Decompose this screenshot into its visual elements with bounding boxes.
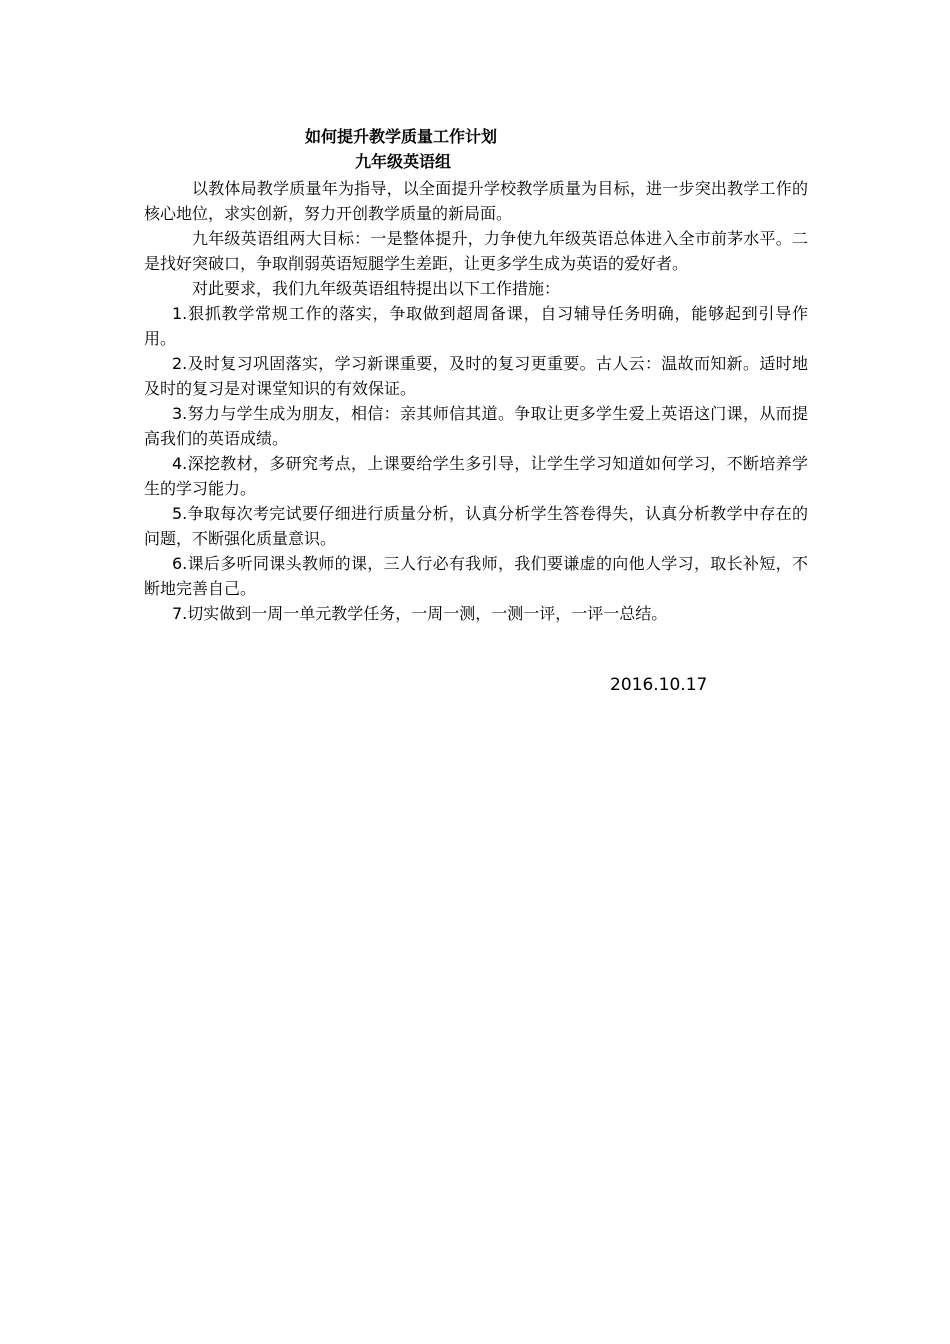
document-date: 2016.10.17 [610, 675, 708, 695]
measure-text: 深挖教材，多研究考点，上课要给学生多引导，让学生学习知道如何学习，不断培养学生的学习能力。 [144, 454, 808, 498]
measure-number: 4. [172, 454, 188, 473]
document-title: 如何提升教学质量工作计划 [305, 127, 498, 146]
measure-item [144, 501, 808, 551]
measure-text: 争取每次考完试要仔细进行质量分析，认真分析学生答卷得失，认真分析教学中存在的问题，不断强化质量意识。 [144, 504, 808, 548]
paragraph-guidance: 以教体局教学质量年为指导，以全面提升学校教学质量为目标，进一步突出教学工作的核心地位，求实创新，努力开创教学质量的新局面。 [144, 179, 808, 223]
measure-number: 2. [172, 354, 188, 373]
measure-item [144, 551, 808, 601]
measure-text: 及时复习巩固落实，学习新课重要，及时的复习更重要。古人云：温故而知新。适时地及时的复习是对课堂知识的有效保证。 [144, 354, 808, 398]
measure-item [144, 451, 808, 501]
measure-number: 1. [172, 304, 188, 323]
measure-text: 课后多听同课头教师的课，三人行必有我师，我们要谦虚的向他人学习，取长补短，不断地完善自己。 [144, 554, 808, 598]
measure-item [144, 301, 808, 351]
measure-item [144, 351, 808, 401]
measure-text: 狠抓教学常规工作的落实，争取做到超周备课，自习辅导任务明确，能够起到引导作用。 [144, 304, 808, 348]
measure-number: 6. [172, 554, 188, 573]
paragraph-goals: 九年级英语组两大目标：一是整体提升，力争使九年级英语总体进入全市前茅水平。二是找好突破口，争取削弱英语短腿学生差距，让更多学生成为英语的爱好者。 [144, 229, 808, 273]
measure-number: 5. [172, 504, 188, 523]
measure-number: 3. [172, 404, 188, 423]
measure-item [144, 401, 808, 451]
measure-number: 7. [172, 604, 188, 623]
measure-item [144, 601, 808, 626]
measure-text: 努力与学生成为朋友，相信：亲其师信其道。争取让更多学生爱上英语这门课，从而提高我们的英语成绩。 [144, 404, 808, 448]
document-body [144, 176, 808, 626]
measure-text: 切实做到一周一单元教学任务，一周一测，一测一评，一评一总结。 [187, 604, 668, 623]
paragraph-measures-intro: 对此要求，我们九年级英语组特提出以下工作措施： [192, 279, 561, 298]
document-subtitle: 九年级英语组 [355, 152, 452, 171]
